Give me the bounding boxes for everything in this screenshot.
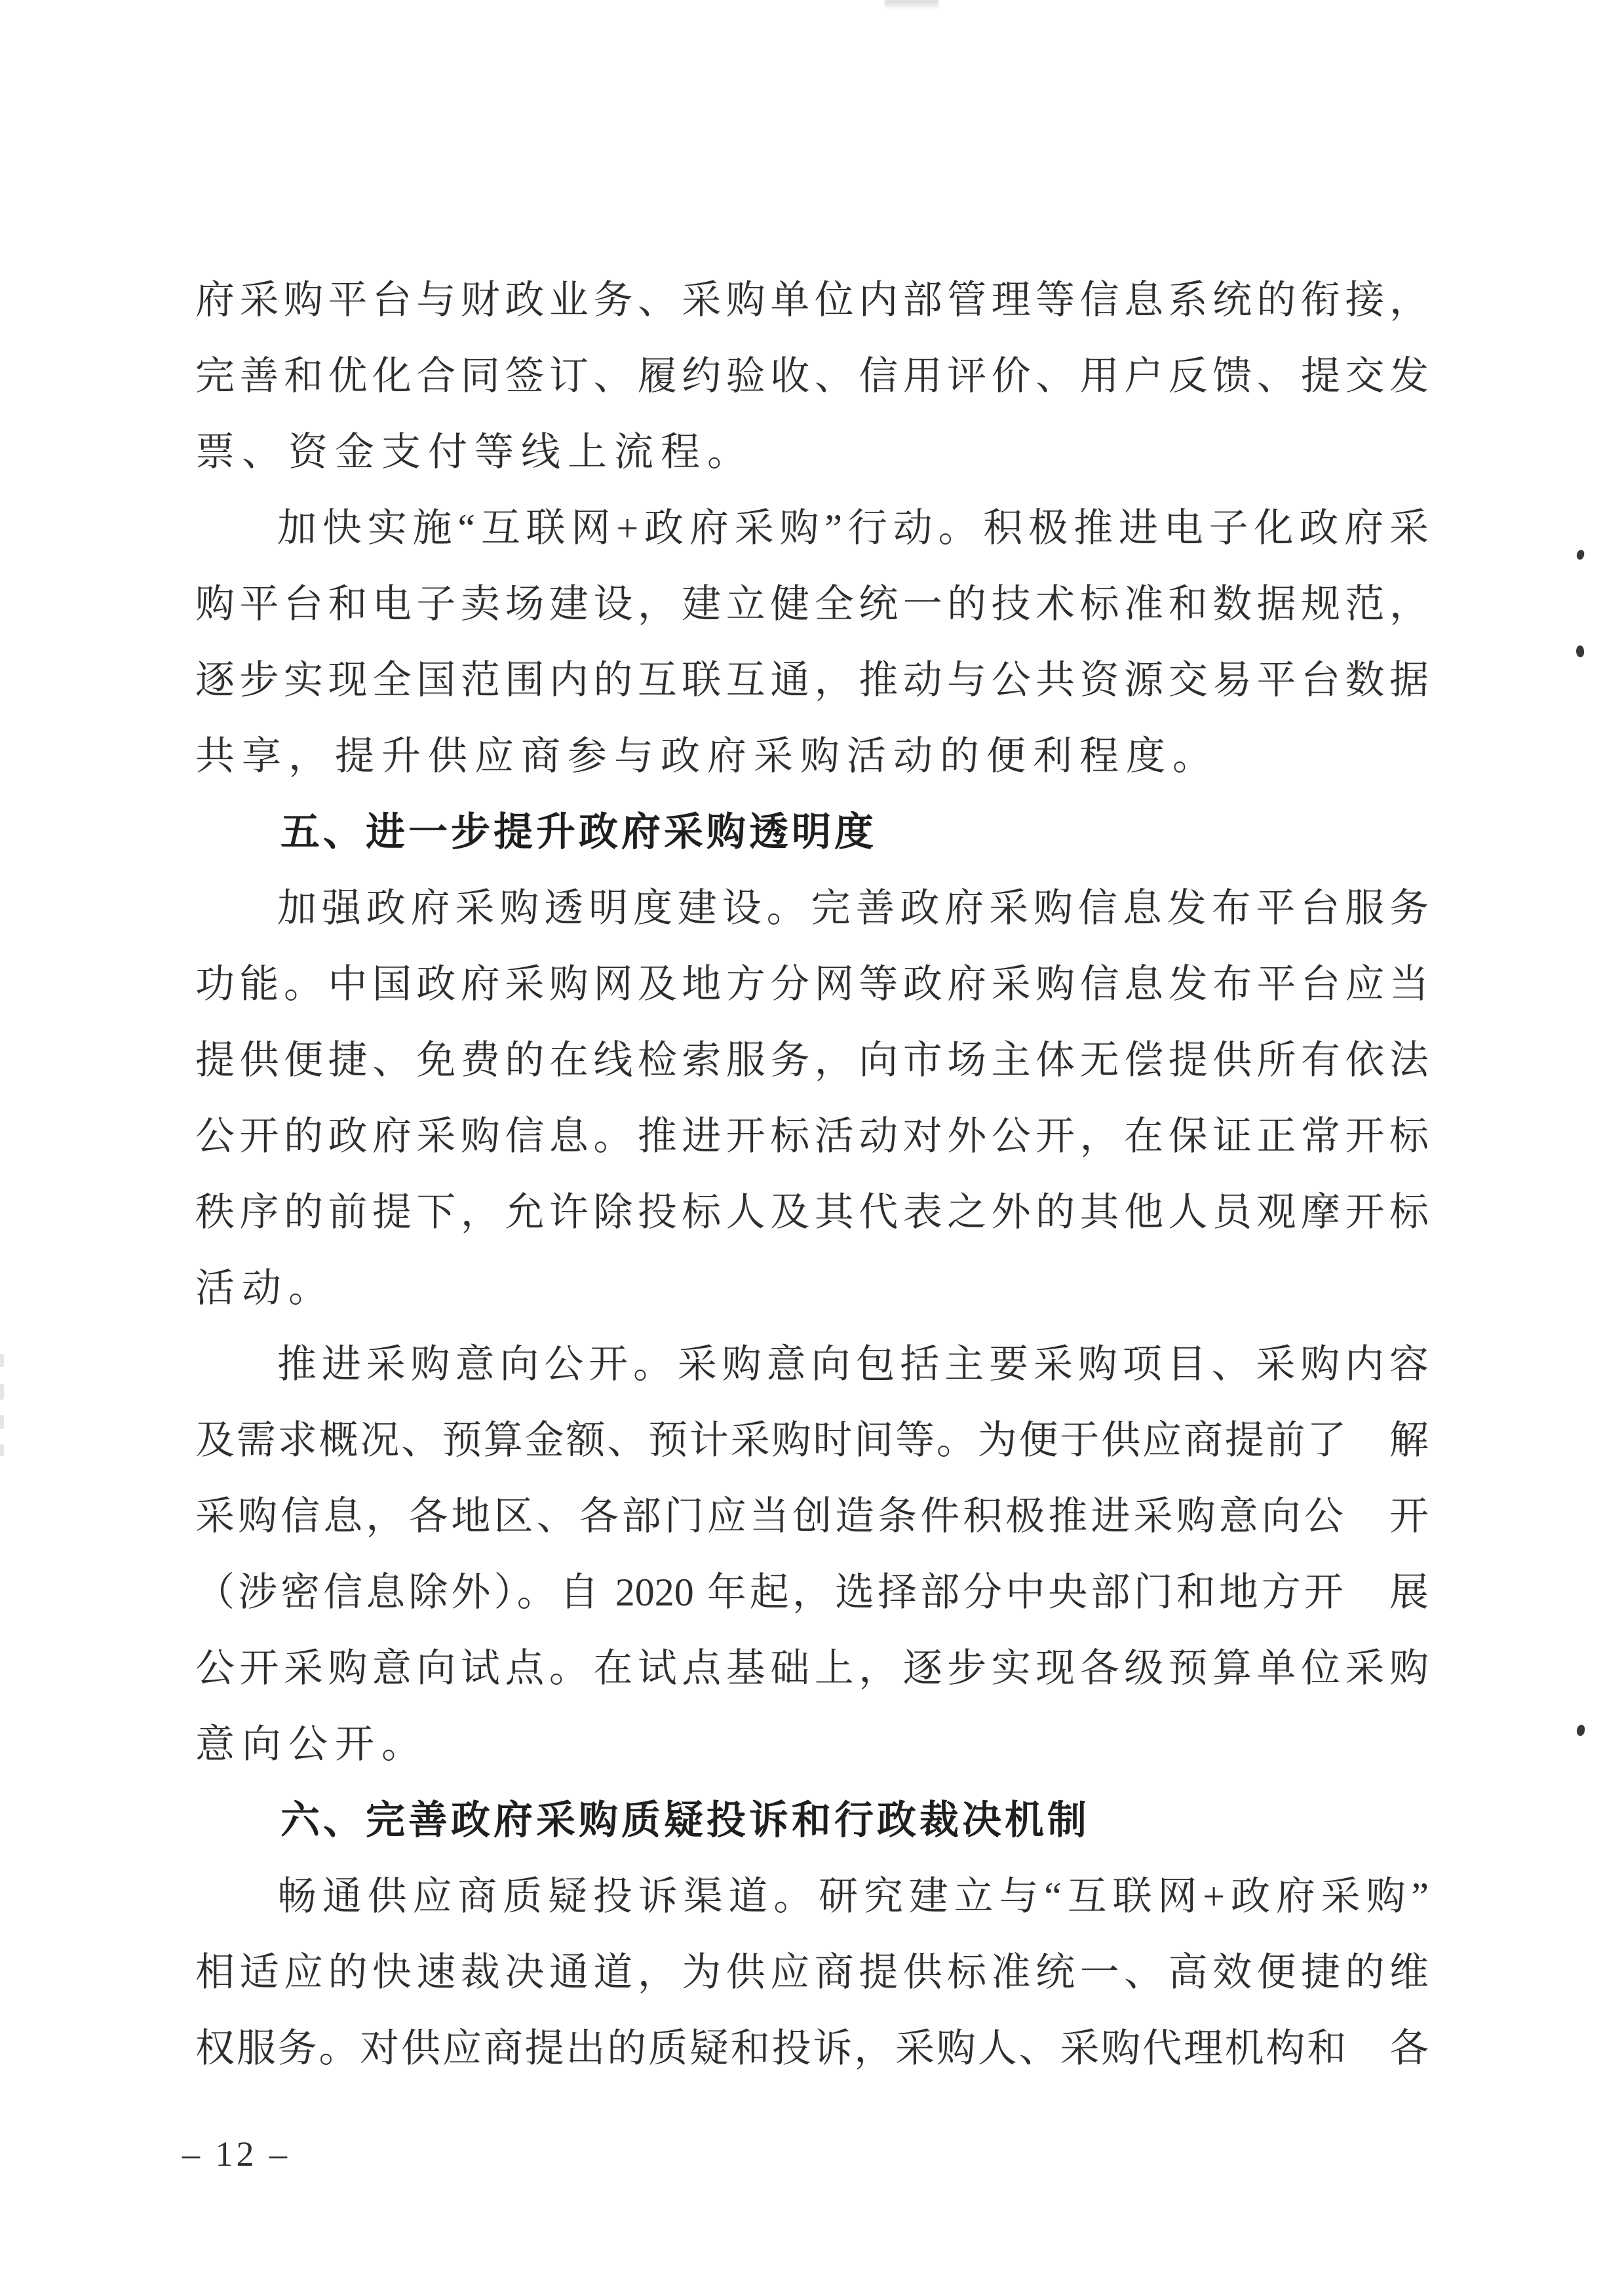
text-line: 票、资金支付等线上流程。 bbox=[195, 431, 754, 474]
text-line: 加强政府采购透明度建设。完善政府采购信息发布平台服务 bbox=[277, 887, 1429, 930]
text-line: 畅通供应商质疑投诉渠道。研究建立与“互联网+政府采购” bbox=[277, 1875, 1429, 1918]
scan-artifact-edge-mark bbox=[0, 1354, 4, 1367]
scan-artifact-dot bbox=[1576, 549, 1585, 560]
text-line: 秩序的前提下，允许除投标人及其代表之外的其他人员观摩开标 bbox=[195, 1191, 1429, 1234]
document-body bbox=[195, 262, 1429, 2086]
text-line: 意向公开。 bbox=[195, 1723, 428, 1766]
scan-smudge-top bbox=[885, 0, 938, 9]
text-line: 活动。 bbox=[195, 1267, 335, 1310]
page-number: – 12 – bbox=[182, 2134, 290, 2174]
text-line: 完善和优化合同签订、履约验收、信用评价、用户反馈、提交发 bbox=[195, 355, 1429, 398]
text-line: 公开采购意向试点。在试点基础上，逐步实现各级预算单位采购 bbox=[195, 1647, 1429, 1690]
text-line: 府采购平台与财政业务、采购单位内部管理等信息系统的衔接， bbox=[195, 279, 1429, 322]
scan-artifact-edge-mark bbox=[0, 1415, 4, 1429]
section-heading-5: 五、进一步提升政府采购透明度 bbox=[280, 810, 877, 854]
text-line: 功能。中国政府采购网及地方分网等政府采购信息发布平台应当 bbox=[195, 963, 1429, 1006]
scan-artifact-dot bbox=[1576, 645, 1585, 657]
text-line: 提供便捷、免费的在线检索服务，向市场主体无偿提供所有依法 bbox=[195, 1039, 1429, 1082]
text-line: 公开的政府采购信息。推进开标活动对外公开，在保证正常开标 bbox=[195, 1115, 1429, 1158]
text-line: 相适应的快速裁决通道，为供应商提供标准统一、高效便捷的维 bbox=[195, 1951, 1429, 1994]
text-line: 权服务。对供应商提出的质疑和投诉，采购人、采购代理机构和 各 bbox=[195, 2027, 1429, 2070]
text-line: 采购信息，各地区、各部门应当创造条件积极推进采购意向公 开 bbox=[195, 1495, 1429, 1538]
text-line: 购平台和电子卖场建设，建立健全统一的技术标准和数据规范， bbox=[195, 583, 1429, 626]
section-heading-6: 六、完善政府采购质疑投诉和行政裁决机制 bbox=[280, 1798, 1090, 1842]
scan-artifact-edge-mark bbox=[0, 1444, 4, 1456]
text-line: 共享，提升供应商参与政府采购活动的便利程度。 bbox=[195, 735, 1219, 778]
text-line: 逐步实现全国范围内的互联互通，推动与公共资源交易平台数据 bbox=[195, 659, 1429, 702]
text-line: （涉密信息除外）。自 2020 年起，选择部分中央部门和地方开 展 bbox=[195, 1571, 1429, 1614]
scan-artifact-dot bbox=[1576, 1724, 1585, 1737]
text-line: 及需求概况、预算金额、预计采购时间等。为便于供应商提前了 解 bbox=[195, 1419, 1429, 1462]
text-line: 推进采购意向公开。采购意向包括主要采购项目、采购内容 bbox=[277, 1343, 1429, 1386]
scan-artifact-edge-mark bbox=[0, 1384, 4, 1400]
text-line: 加快实施“互联网+政府采购”行动。积极推进电子化政府采 bbox=[277, 507, 1429, 550]
